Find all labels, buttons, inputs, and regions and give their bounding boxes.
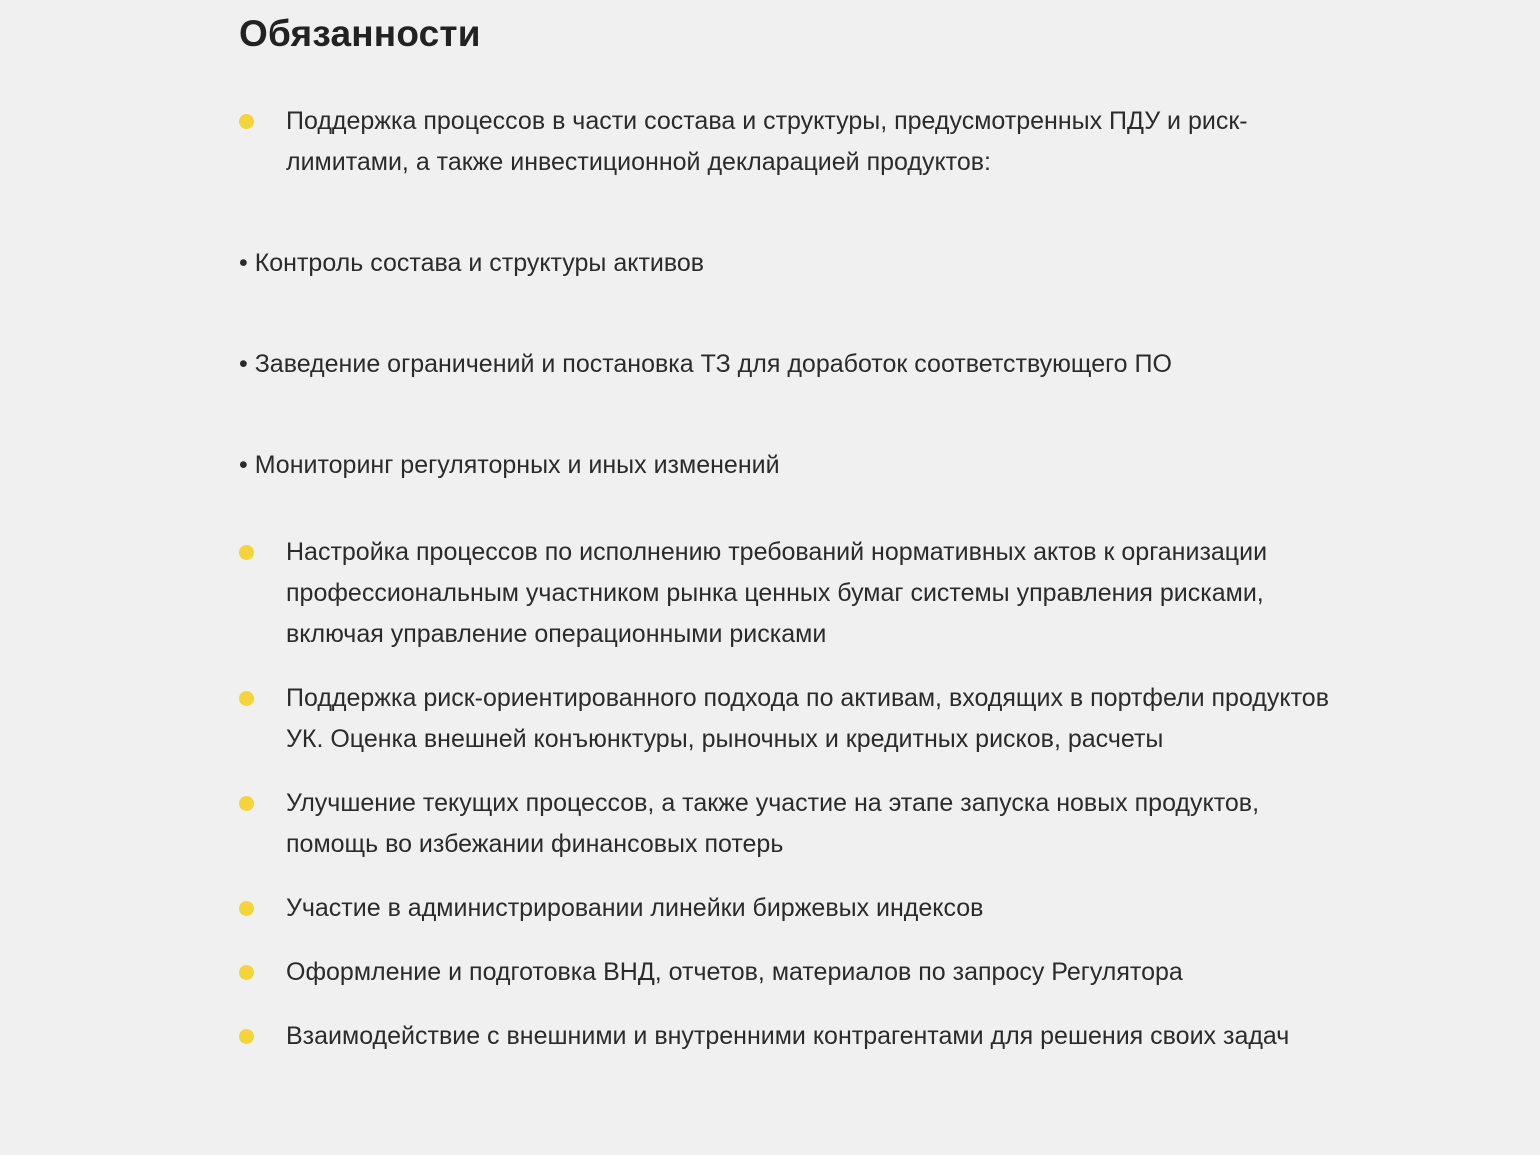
- duties-list: [239, 532, 1349, 1057]
- duty-text: Настройка процессов по исполнению требований нормативных актов к организации профессиональным участником рынка ценных бумаг системы управления рисками, включая управление операционными рисками: [286, 538, 1268, 648]
- bullet-dot-icon: [239, 691, 254, 706]
- bullet-dot-icon: [239, 1029, 254, 1044]
- duty-text: Оформление и подготовка ВНД, отчетов, материалов по запросу Регулятора: [286, 958, 1183, 986]
- bullet-dot-icon: [239, 796, 254, 811]
- sub-item: • Мониторинг регуляторных и иных изменений: [239, 451, 780, 479]
- sub-item: • Контроль состава и структуры активов: [239, 249, 705, 277]
- sub-list: [239, 243, 1349, 486]
- duty-text: Поддержка риск-ориентированного подхода по активам, входящих в портфели продуктов УК. Оценка внешней конъюнктуры, рыночных и кредитных рисков, расчеты: [286, 684, 1329, 753]
- duty-item: [239, 952, 1349, 993]
- duty-item: [239, 101, 1349, 183]
- bullet-dot-icon: [239, 114, 254, 129]
- duties-section: [239, 0, 1349, 1057]
- duty-text: Взаимодействие с внешними и внутренними контрагентами для решения своих задач: [286, 1022, 1290, 1050]
- bullet-dot-icon: [239, 965, 254, 980]
- bullet-dot-icon: [239, 545, 254, 560]
- duty-item: [239, 1016, 1349, 1057]
- duty-text: Улучшение текущих процессов, а также участие на этапе запуска новых продуктов, помощь во избежании финансовых потерь: [286, 789, 1260, 858]
- duty-text: Участие в администрировании линейки биржевых индексов: [286, 894, 984, 922]
- duty-item: [239, 783, 1349, 865]
- section-title: Обязанности: [239, 13, 481, 54]
- duty-text: Поддержка процессов в части состава и структуры, предусмотренных ПДУ и риск-лимитами, а также инвестиционной декларацией продуктов:: [286, 107, 1248, 176]
- duties-list: [239, 101, 1349, 183]
- duty-item: [239, 888, 1349, 929]
- sub-item: • Заведение ограничений и постановка ТЗ для доработок соответствующего ПО: [239, 350, 1172, 378]
- bullet-dot-icon: [239, 901, 254, 916]
- duty-item: [239, 532, 1349, 655]
- duty-item: [239, 678, 1349, 760]
